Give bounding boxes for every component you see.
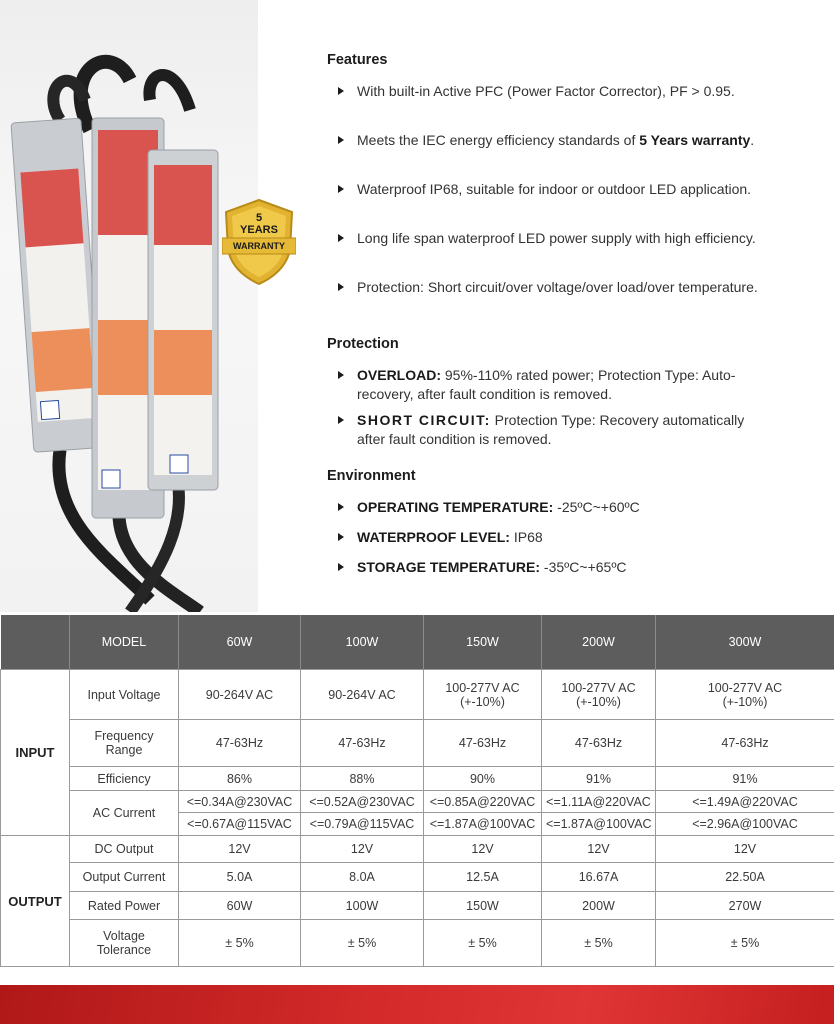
features-item-1 [357,82,767,101]
table-cell: 22.50A [656,863,834,892]
table-cell: <=1.11A@220VAC [542,791,656,813]
features-item-3-text: Waterproof IP68, suitable for indoor or outdoor LED application. [357,181,752,197]
header-cell: 60W [179,615,301,670]
table-cell: 12V [656,836,834,863]
table-cell: 5.0A [179,863,301,892]
table-cell: 60W [179,892,301,920]
table-cell: 100W [301,892,424,920]
environment-item-1 [357,498,767,517]
protection-item-2-text: Protection Type: Recovery automatically after fault condition is removed. [357,412,745,447]
protection-item-1-label: OVERLOAD: [357,367,441,383]
row-label: DC Output [70,836,179,863]
table-row [1,863,834,892]
table-cell: 8.0A [301,863,424,892]
table-cell: <=0.85A@220VAC [424,791,542,813]
table-cell: 100-277V AC (+-10%) [656,670,834,720]
footer-bar [0,985,834,1024]
features-item-5-text: Protection: Short circuit/over voltage/over load/over temperature. [357,279,758,295]
table-cell: 200W [542,892,656,920]
table-row [1,791,834,813]
environment-item-3 [357,558,767,577]
warranty-badge [222,198,296,286]
table-cell: 100-277V AC (+-10%) [424,670,542,720]
environment-item-2 [357,528,767,547]
table-header-row [1,615,834,670]
input-group-label: INPUT [1,670,70,836]
table-cell: 47-63Hz [656,720,834,767]
environment-item-2-label: WATERPROOF LEVEL: [357,529,510,545]
protection-item-1 [357,366,767,404]
product-photo [0,0,258,612]
table-cell: <=0.34A@230VAC [179,791,301,813]
table-cell: <=0.52A@230VAC [301,791,424,813]
environment-item-3-text: -35ºC~+65ºC [540,559,627,575]
table-row [1,836,834,863]
table-cell: 47-63Hz [424,720,542,767]
features-item-4 [357,229,767,248]
features-title: Features [327,52,388,68]
row-label: AC Current [70,791,179,836]
environment-item-2-text: IP68 [509,529,543,545]
row-label: Output Current [70,863,179,892]
protection-section [327,336,777,447]
protection-item-2-label: SHORT CIRCUIT: [357,412,491,428]
table-cell: 90-264V AC [179,670,301,720]
header-cell: MODEL [70,615,179,670]
table-row [1,767,834,791]
features-section [327,52,777,295]
table-cell: <=1.49A@220VAC [656,791,834,813]
environment-section [327,468,777,575]
spec-table [0,615,834,967]
features-item-5 [357,278,767,297]
table-cell: 47-63Hz [301,720,424,767]
table-cell: ± 5% [542,920,656,967]
table-cell: ± 5% [301,920,424,967]
features-item-2 [357,131,767,150]
features-item-4-text: Long life span waterproof LED power supply with high efficiency. [357,230,756,246]
table-cell: <=1.87A@100VAC [424,813,542,836]
power-supply-illustration [0,0,258,612]
table-cell: 100-277V AC (+-10%) [542,670,656,720]
badge-years: YEARS [240,224,278,236]
header-cell: 150W [424,615,542,670]
table-cell: <=0.79A@115VAC [301,813,424,836]
protection-title: Protection [327,336,399,352]
header-cell: 200W [542,615,656,670]
header-cell: 300W [656,615,834,670]
table-cell: ± 5% [424,920,542,967]
table-cell: <=2.96A@100VAC [656,813,834,836]
table-cell: 90-264V AC [301,670,424,720]
table-row [1,892,834,920]
badge-warranty: WARRANTY [233,241,285,251]
table-row [1,670,834,720]
table-cell: 12V [301,836,424,863]
protection-item-1-text: 95%-110% rated power; Protection Type: Auto-recovery, after fault condition is removed. [357,367,736,402]
environment-item-3-label: STORAGE TEMPERATURE: [357,559,541,575]
table-cell: 12V [542,836,656,863]
table-cell: 88% [301,767,424,791]
environment-item-1-text: -25ºC~+60ºC [553,499,640,515]
features-item-2-post: . [750,132,755,148]
table-cell: 86% [179,767,301,791]
table-cell: 12V [424,836,542,863]
table-row [1,720,834,767]
header-cell [1,615,70,670]
table-row [1,920,834,967]
row-label: Voltage Tolerance [70,920,179,967]
table-cell: 91% [542,767,656,791]
protection-item-2 [357,411,767,449]
table-cell: 150W [424,892,542,920]
row-label: Rated Power [70,892,179,920]
table-cell: <=1.87A@100VAC [542,813,656,836]
table-cell: 91% [656,767,834,791]
features-item-2-text: Meets the IEC energy efficiency standards of [357,132,640,148]
row-label: Efficiency [70,767,179,791]
badge-number: 5 [255,212,263,224]
environment-item-1-label: OPERATING TEMPERATURE: [357,499,554,515]
table-cell: 270W [656,892,834,920]
row-label: Input Voltage [70,670,179,720]
output-group-label: OUTPUT [1,836,70,967]
environment-title: Environment [327,468,416,484]
table-cell: 90% [424,767,542,791]
header-cell: 100W [301,615,424,670]
table-cell: <=0.67A@115VAC [179,813,301,836]
row-label: Frequency Range [70,720,179,767]
table-cell: ± 5% [656,920,834,967]
features-item-3 [357,180,767,199]
features-item-1-text: With built-in Active PFC (Power Factor Corrector), PF > 0.95. [357,83,735,99]
table-cell: 47-63Hz [179,720,301,767]
table-cell: 16.67A [542,863,656,892]
table-cell: 12.5A [424,863,542,892]
table-cell: ± 5% [179,920,301,967]
features-item-2-bold: 5 Years warranty [639,132,751,148]
table-cell: 12V [179,836,301,863]
table-cell: 47-63Hz [542,720,656,767]
